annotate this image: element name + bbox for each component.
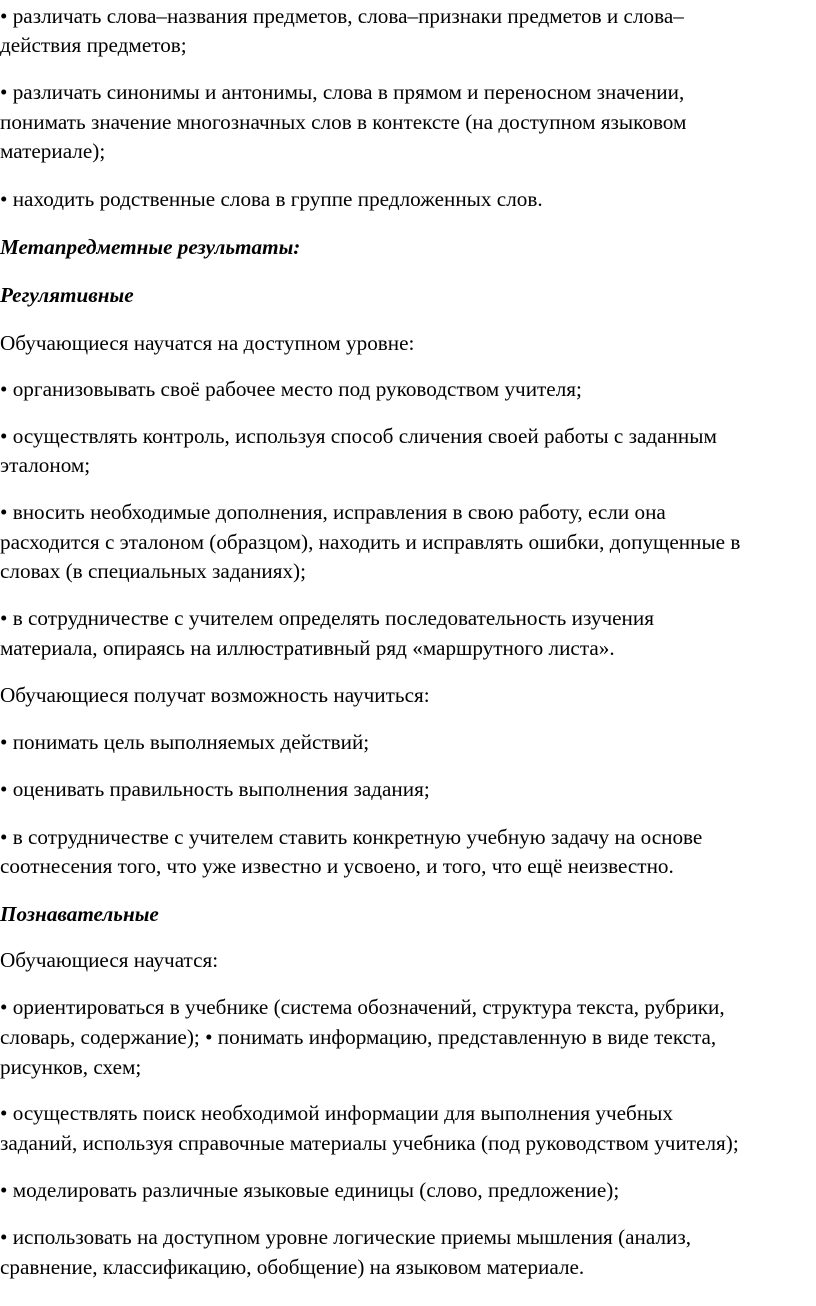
text-line: действия предметов; — [0, 33, 187, 57]
text-line: эталоном; — [0, 453, 91, 477]
text-line: соотнесения того, что уже известно и усвоено, и того, что ещё неизвестно. — [0, 854, 674, 878]
text-line: понимать значение многозначных слов в контексте (на доступном языковом — [0, 110, 687, 134]
text-line: Обучающиеся научатся: — [0, 948, 219, 972]
text-line: материале); — [0, 139, 106, 163]
text-line: • различать синонимы и антонимы, слова в прямом и переносном значении, — [0, 80, 685, 104]
text-line: • оценивать правильность выполнения задания; — [0, 777, 430, 801]
text-line: • находить родственные слова в группе предложенных слов. — [0, 187, 543, 211]
text-line: словарь, содержание); • понимать информацию, представленную в виде текста, — [0, 1025, 717, 1049]
text-line: Обучающиеся получат возможность научиться: — [0, 683, 430, 707]
text-line: сравнение, классификацию, обобщение) на языковом материале. — [0, 1255, 585, 1279]
text-line: • использовать на доступном уровне логические приемы мышления (анализ, — [0, 1225, 692, 1249]
text-line: • ориентироваться в учебнике (система обозначений, структура текста, рубрики, — [0, 995, 725, 1019]
text-line: • в сотрудничестве с учителем определять последовательность изучения — [0, 606, 654, 630]
text-line: • организовывать своё рабочее место под руководством учителя; — [0, 377, 582, 401]
section-heading-metasubject-results: Метапредметные результаты: — [0, 235, 301, 259]
text-line: рисунков, схем; — [0, 1055, 142, 1079]
text-line: • в сотрудничестве с учителем ставить конкретную учебную задачу на основе — [0, 825, 703, 849]
text-line: словах (в специальных заданиях); — [0, 559, 306, 583]
text-line: • вносить необходимые дополнения, исправления в свою работу, если она — [0, 500, 666, 524]
text-line: • различать слова–названия предметов, слова–признаки предметов и слова– — [0, 4, 684, 28]
text-line: • осуществлять поиск необходимой информации для выполнения учебных — [0, 1101, 674, 1125]
text-line: заданий, используя справочные материалы учебника (под руководством учителя); — [0, 1131, 739, 1155]
text-line: материала, опираясь на иллюстративный ряд «маршрутного листа». — [0, 636, 615, 660]
text-line: • осуществлять контроль, используя способ сличения своей работы с заданным — [0, 424, 717, 448]
text-line: • понимать цель выполняемых действий; — [0, 730, 370, 754]
section-heading-regulatory: Регулятивные — [0, 283, 134, 307]
text-line: Обучающиеся научатся на доступном уровне: — [0, 331, 415, 355]
text-line: расходится с эталоном (образцом), находить и исправлять ошибки, допущенные в — [0, 530, 741, 554]
text-line: • моделировать различные языковые единицы (слово, предложение); — [0, 1178, 620, 1202]
section-heading-cognitive: Познавательные — [0, 902, 159, 926]
